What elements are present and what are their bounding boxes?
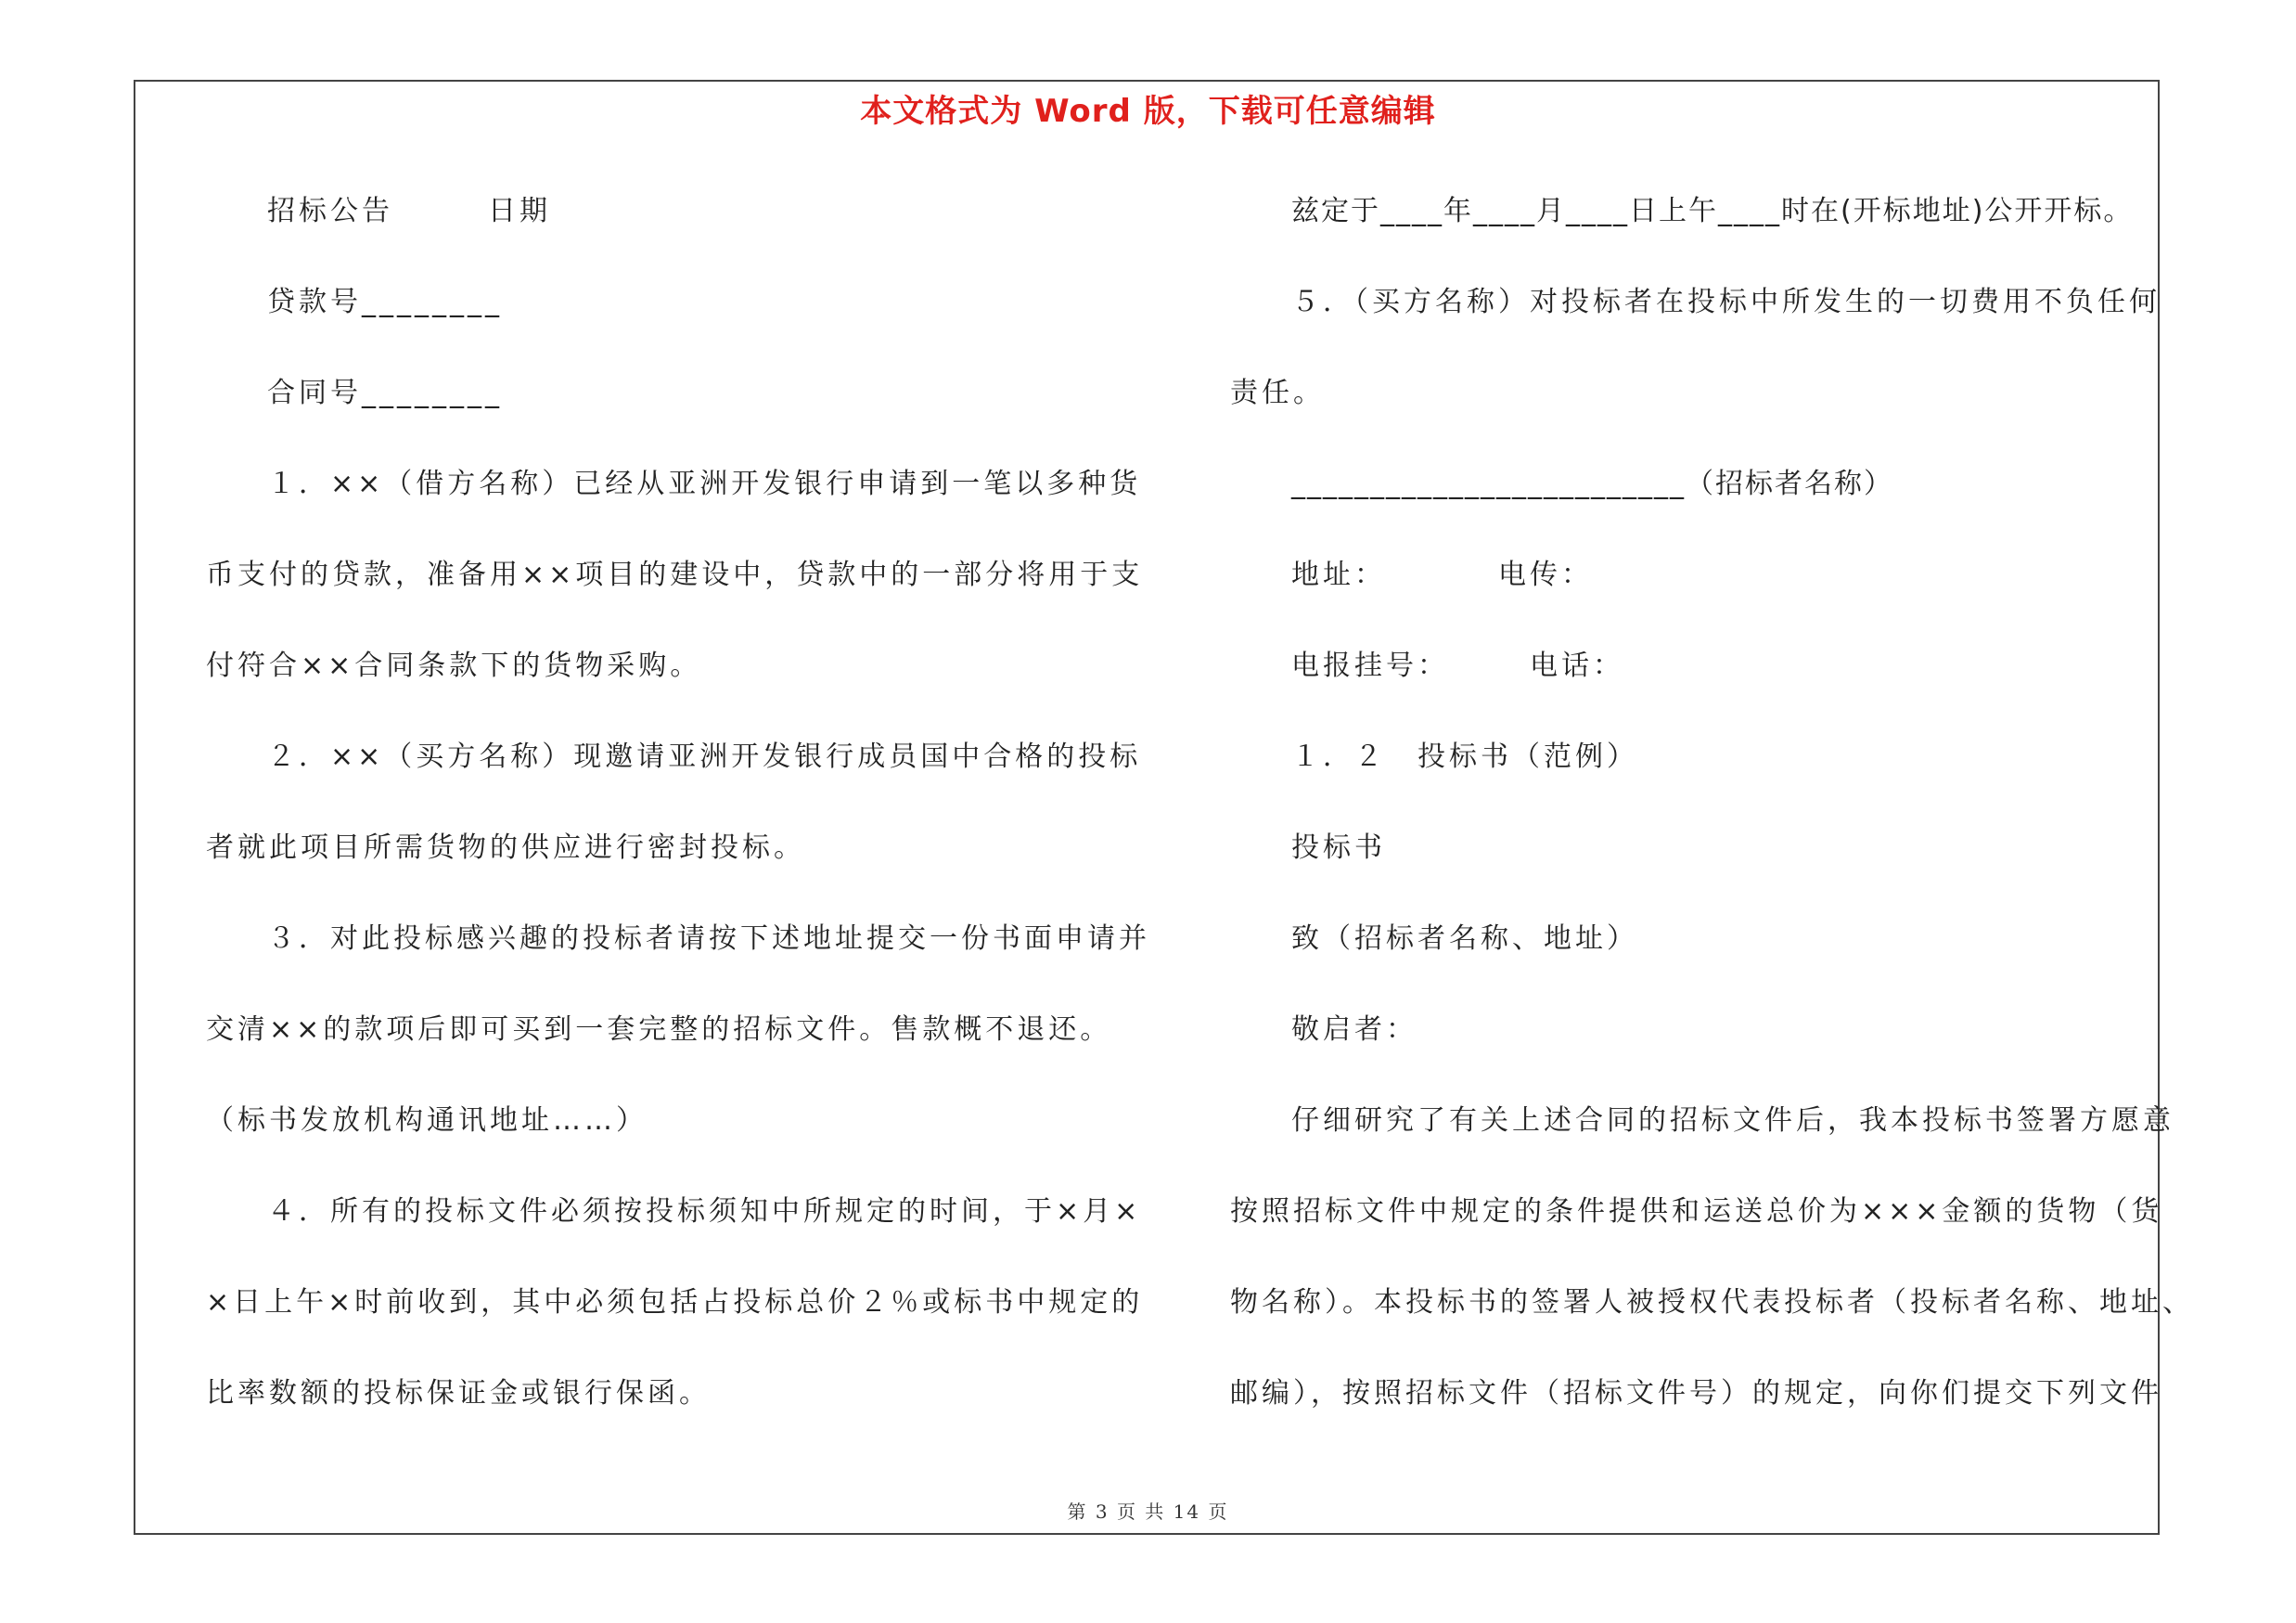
left-line-para1-a: １．××（借方名称）已经从亚洲开发银行申请到一笔以多种货 xyxy=(267,468,1142,500)
left-line-para3-b: 交清××的款项后即可买到一套完整的招标文件。售款概不退还。 xyxy=(206,1013,1112,1046)
right-line-para5-b: 责任。 xyxy=(1230,377,1325,409)
right-line-body-a: 仔细研究了有关上述合同的招标文件后，我本投标书签署方愿意 xyxy=(1291,1104,2174,1137)
left-line-para4-a: ４．所有的投标文件必须按投标须知中所规定的时间，于×月× xyxy=(267,1195,1142,1228)
right-line-tenderer-name: _________________________（招标者名称） xyxy=(1291,468,1893,500)
left-line-para2-b: 者就此项目所需货物的供应进行密封投标。 xyxy=(206,831,805,864)
left-line-para4-c: 比率数额的投标保证金或银行保函。 xyxy=(206,1377,711,1410)
right-line-body-c: 物名称）。本投标书的签署人被授权代表投标者（投标者名称、地址、 xyxy=(1230,1286,2194,1319)
right-line-para5-a: ５．（买方名称）对投标者在投标中所发生的一切费用不负任何 xyxy=(1291,286,2161,318)
left-line-para3-a: ３．对此投标感兴趣的投标者请按下述地址提交一份书面申请并 xyxy=(267,922,1150,955)
left-line-para3-c: （标书发放机构通讯地址……） xyxy=(206,1104,648,1137)
left-line-para1-c: 付符合××合同条款下的货物采购。 xyxy=(206,650,702,682)
right-line-body-d: 邮编），按照招标文件（招标文件号）的规定，向你们提交下列文件 xyxy=(1230,1377,2162,1410)
right-line-salutation: 敬启者： xyxy=(1291,1013,1417,1046)
left-line-para1-b: 币支付的贷款，准备用××项目的建设中，贷款中的一部分将用于支 xyxy=(206,559,1144,591)
right-line-opening-date: 兹定于____年____月____日上午____时在(开标地址)公开开标。 xyxy=(1291,195,2134,227)
left-line-para4-b: ×日上午×时前收到，其中必须包括占投标总价２％或标书中规定的 xyxy=(206,1286,1144,1319)
word-format-banner: 本文格式为 Word 版，下载可任意编辑 xyxy=(860,93,1436,130)
left-line-contract-no: 合同号________ xyxy=(267,377,503,409)
right-line-body-b: 按照招标文件中规定的条件提供和运送总价为×××金额的货物（货 xyxy=(1230,1195,2163,1228)
right-line-address-telex: 地址： 电传： xyxy=(1291,559,1593,591)
left-line-title: 招标公告 日期 xyxy=(267,195,551,227)
left-line-para2-a: ２．××（买方名称）现邀请亚洲开发银行成员国中合格的投标 xyxy=(267,741,1142,773)
page-number-footer: 第 3 页 共 14 页 xyxy=(1067,1501,1229,1523)
right-line-addressee: 致（招标者名称、地址） xyxy=(1291,922,1638,955)
right-line-cable-phone: 电报挂号： 电话： xyxy=(1291,650,1624,682)
right-line-section-heading: １．２ 投标书（范例） xyxy=(1291,741,1638,773)
left-line-loan-no: 贷款号________ xyxy=(267,286,503,318)
right-line-bid-title: 投标书 xyxy=(1291,831,1386,864)
